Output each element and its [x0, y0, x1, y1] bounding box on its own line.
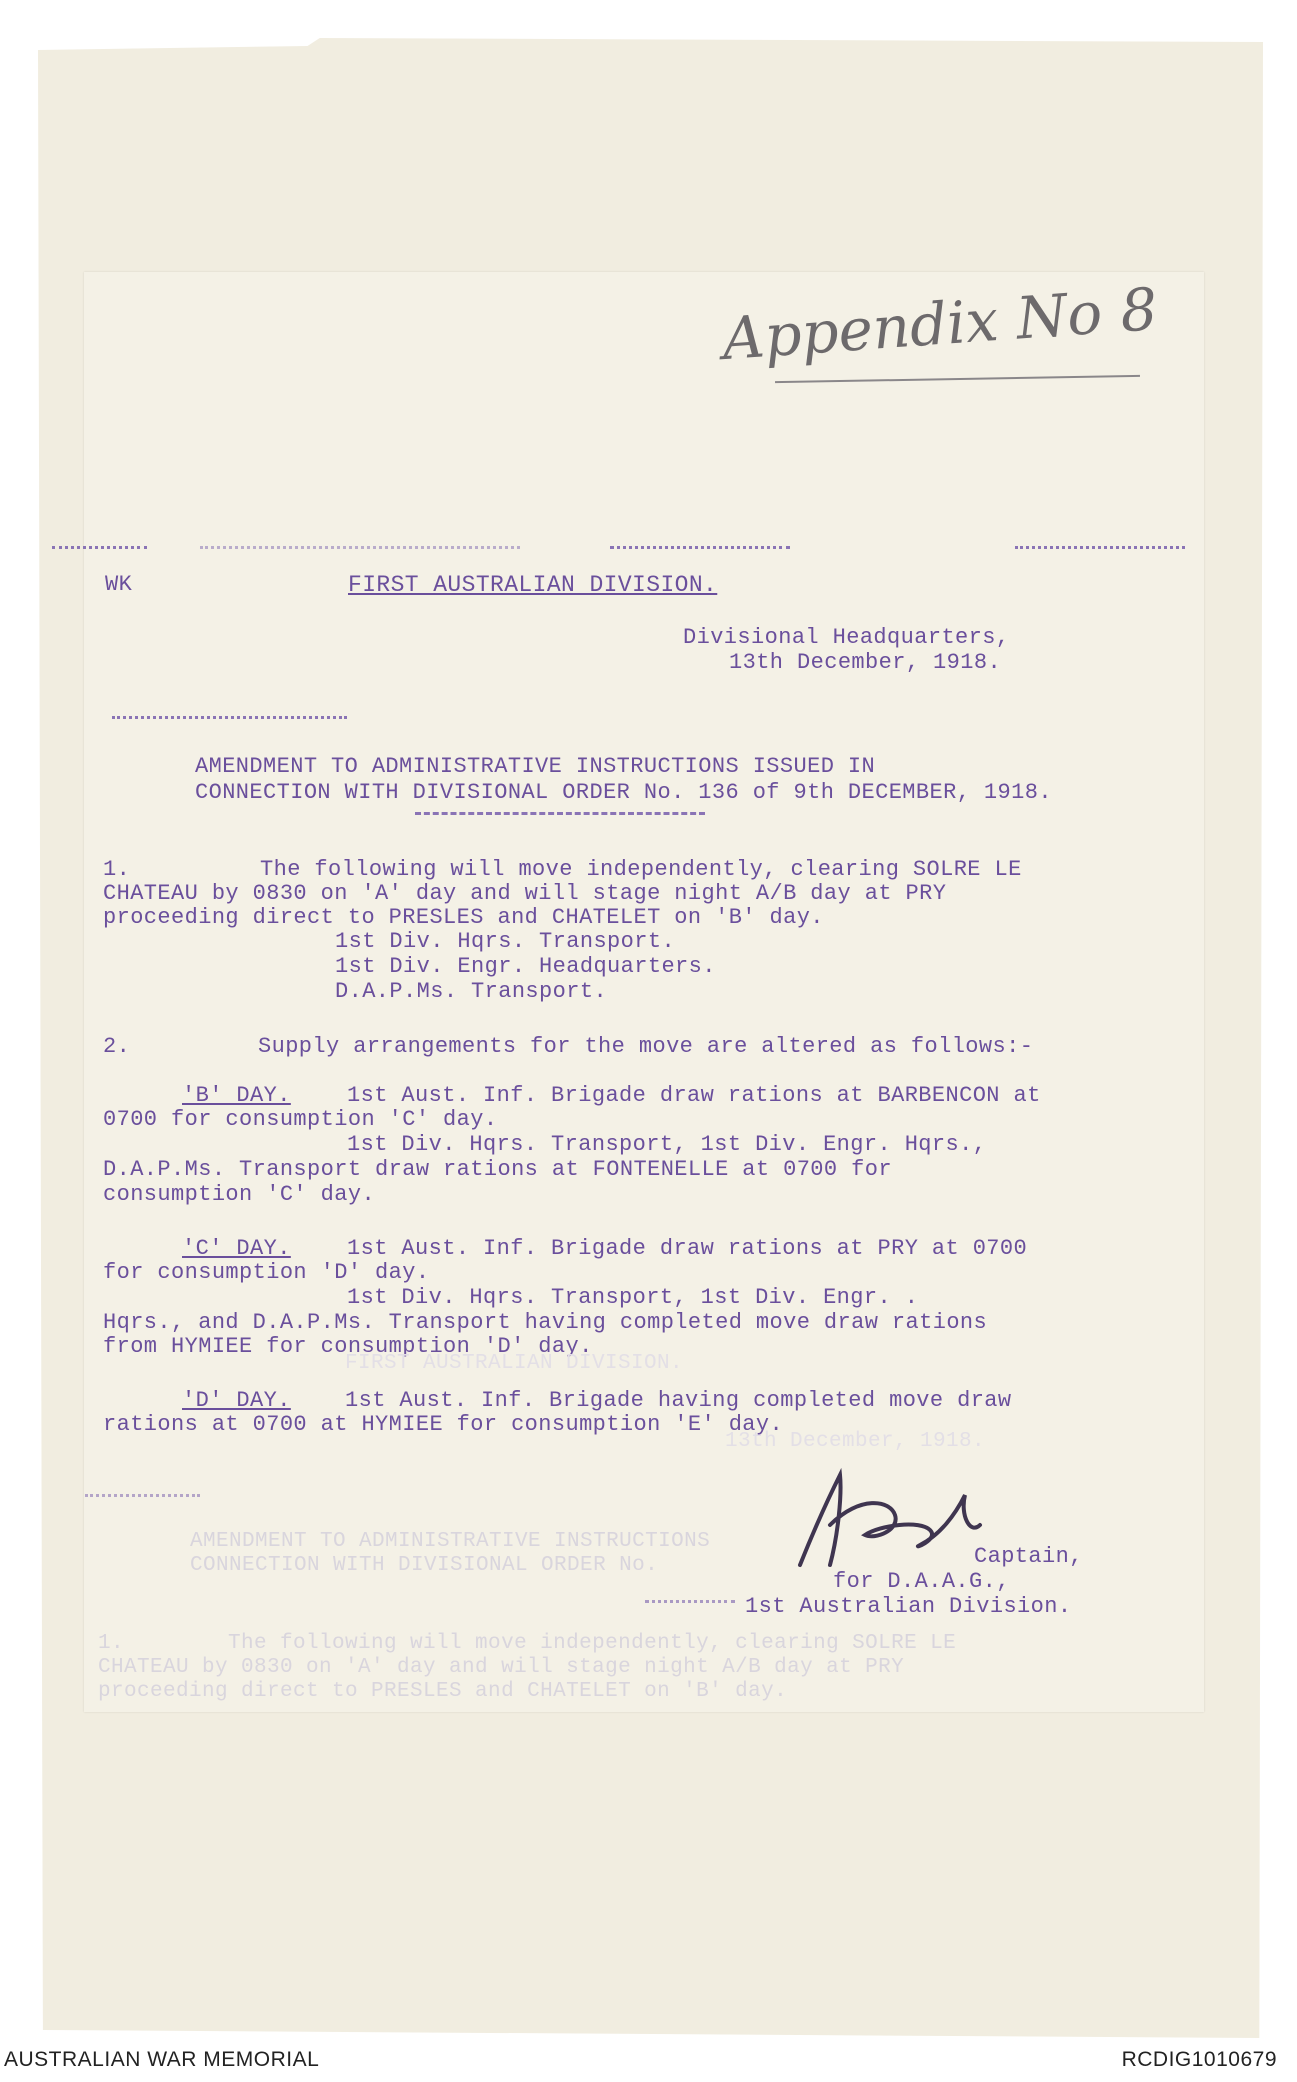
reference-code: WK: [105, 572, 133, 597]
offset-ghost-para: CHATEAU by 0830 on 'A' day and will stage night A/B day at PRY: [98, 1656, 905, 1679]
handwritten-annotation: Appendix No 8: [720, 274, 1160, 374]
offset-ghost-date: 13th December, 1918.: [725, 1430, 986, 1453]
offset-ghost-para: 1. The following will move independently, clearing SOLRE LE: [98, 1632, 957, 1655]
perforation-divider: [52, 546, 147, 549]
offset-ghost-subject: CONNECTION WITH DIVISIONAL ORDER No.: [190, 1554, 659, 1577]
dotted-separator: [112, 716, 347, 719]
offset-ghost-para: proceeding direct to PRESLES and CHATELET on 'B' day.: [98, 1680, 788, 1703]
para1-item: 1st Div. Hqrs. Transport.: [335, 929, 676, 954]
para1-line: The following will move independently, clearing SOLRE LE: [260, 857, 1022, 882]
footer-record-id: RCDIG1010679: [1121, 2048, 1277, 2071]
division-title: FIRST AUSTRALIAN DIVISION.: [348, 572, 718, 598]
c-day-line: Hqrs., and D.A.P.Ms. Transport having completed move draw rations: [103, 1310, 988, 1335]
perforation-divider: [200, 546, 520, 549]
b-day-line: 1st Div. Hqrs. Transport, 1st Div. Engr. Hqrs.,: [347, 1132, 987, 1157]
para2-number: 2.: [103, 1034, 131, 1059]
offset-ghost-subject: AMENDMENT TO ADMINISTRATIVE INSTRUCTIONS: [190, 1530, 711, 1553]
b-day-line: consumption 'C' day.: [103, 1182, 376, 1207]
perforation-divider: [1015, 546, 1185, 549]
dotted-separator: [85, 1494, 200, 1497]
perforation-divider: [610, 546, 790, 549]
document-date: 13th December, 1918.: [729, 650, 1002, 675]
para1-item: D.A.P.Ms. Transport.: [335, 979, 608, 1004]
signature: [780, 1455, 1000, 1585]
para1-line: proceeding direct to PRESLES and CHATELET on 'B' day.: [103, 905, 824, 930]
c-day-line: 1st Div. Hqrs. Transport, 1st Div. Engr. .: [347, 1285, 919, 1310]
para1-number: 1.: [103, 857, 131, 882]
b-day-label: 'B' DAY.: [182, 1083, 291, 1108]
b-day-line: 0700 for consumption 'C' day.: [103, 1107, 498, 1132]
subject-line-1: AMENDMENT TO ADMINISTRATIVE INSTRUCTIONS ISSUED IN: [195, 754, 876, 779]
signatory-for: for D.A.A.G.,: [833, 1569, 1010, 1594]
typed-document: [84, 272, 1204, 1712]
signatory-rank: Captain,: [974, 1544, 1083, 1569]
b-day-line: D.A.P.Ms. Transport draw rations at FONTENELLE at 0700 for: [103, 1157, 892, 1182]
headquarters: Divisional Headquarters,: [683, 625, 1010, 650]
footer-institution: AUSTRALIAN WAR MEMORIAL: [4, 2048, 320, 2071]
d-day-line: rations at 0700 at HYMIEE for consumption 'E' day.: [103, 1412, 784, 1437]
d-day-label: 'D' DAY.: [182, 1388, 291, 1413]
para1-item: 1st Div. Engr. Headquarters.: [335, 954, 716, 979]
c-day-label: 'C' DAY.: [182, 1236, 291, 1261]
subject-underline: [415, 812, 705, 815]
b-day-line: 1st Aust. Inf. Brigade draw rations at BARBENCON at: [347, 1083, 1041, 1108]
c-day-line: from HYMIEE for consumption 'D' day.: [103, 1334, 593, 1359]
subject-line-2: CONNECTION WITH DIVISIONAL ORDER No. 136 of 9th DECEMBER, 1918.: [195, 780, 1052, 805]
signatory-unit: 1st Australian Division.: [745, 1594, 1072, 1619]
offset-ghost-title: FIRST AUSTRALIAN DIVISION.: [345, 1352, 684, 1375]
dotted-separator: [645, 1600, 735, 1603]
d-day-line: 1st Aust. Inf. Brigade having completed move draw: [345, 1388, 1012, 1413]
para2-intro: Supply arrangements for the move are altered as follows:-: [258, 1034, 1034, 1059]
c-day-line: 1st Aust. Inf. Brigade draw rations at PRY at 0700: [347, 1236, 1028, 1261]
para1-line: CHATEAU by 0830 on 'A' day and will stage night A/B day at PRY: [103, 881, 947, 906]
c-day-line: for consumption 'D' day.: [103, 1260, 430, 1285]
